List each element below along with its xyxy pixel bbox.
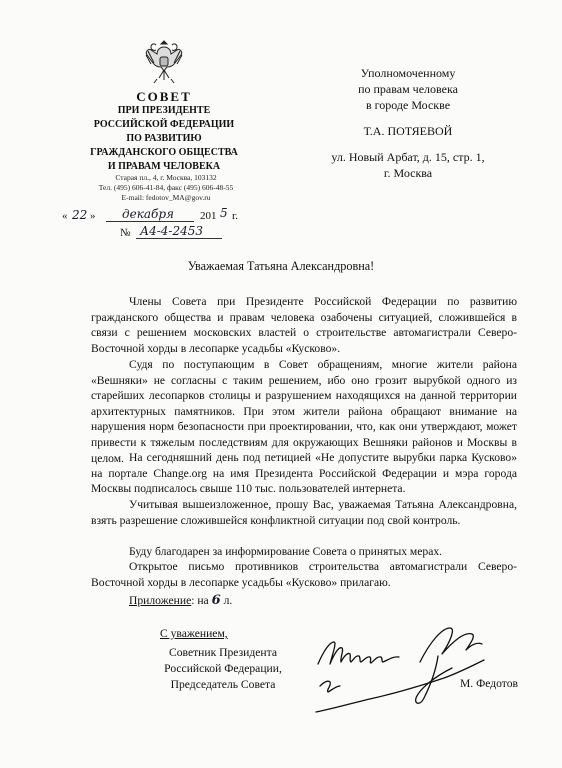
- appendix-label: Приложение: [129, 594, 192, 607]
- org-line: ГРАЖДАНСКОГО ОБЩЕСТВА: [90, 147, 238, 158]
- addressee-name: Т.А. ПОТЯЕВОЙ: [363, 124, 453, 138]
- body-paragraph: Открытое письмо противников строительства автомагистрали Северо-Восточной хорды в лесопарке усадьбы «Кусково» прилагаю.: [91, 560, 517, 589]
- registration-number: [120, 224, 230, 245]
- addressee-line: Уполномоченному: [360, 66, 456, 80]
- appendix-unit: л.: [223, 594, 233, 607]
- date-month: декабря: [122, 207, 174, 221]
- addressee-line: в городе Москве: [365, 98, 451, 112]
- body-paragraph: Буду благодарен за информирование Совета о принятых мерах.: [129, 545, 443, 558]
- letter-date: « 22 » декабря 201 5 г.: [62, 206, 239, 222]
- body-paragraph: На сегодняшний день под петицией «Не допустите вырубки парка Кусково» на портале Change.org на имя Президента Российской Федерации и мэра города Москвы подписалось свыше 110 тыс. пользователей интернета.: [91, 451, 517, 496]
- org-line: И ПРАВАМ ЧЕЛОВЕКА: [107, 161, 221, 172]
- date-day: 22: [72, 208, 88, 222]
- signer-name: М. Федотов: [460, 677, 518, 690]
- reg-number: А4-4-2453: [140, 224, 204, 238]
- coat-of-arms-emblem: [142, 37, 186, 85]
- org-line: РОССИЙСКОЙ ФЕДЕРАЦИИ: [93, 119, 235, 130]
- body-paragraph: Судя по поступающим в Совет обращениям, многие жители района «Вешняки» не согласны с таким решением, ибо оно грозит вырубкой одного из старейших лесопарков столицы и разрушением находящихся на данной территории архитектурных памятников. При этом жители района обращают внимание на нарушения норм безопасности при проектировании, что, как они утверждают, может привести к тяжелым последствиям для окружающих Вешняки районов и Москвы в целом.: [91, 358, 517, 465]
- appendix-text: : на: [191, 594, 209, 607]
- date-year-prefix: 201: [200, 210, 217, 222]
- addressee-line: по правам человека: [358, 82, 458, 96]
- org-title: СОВЕТ: [136, 89, 192, 104]
- org-contacts: [82, 173, 250, 203]
- position-line: Российской Федерации,: [164, 662, 282, 675]
- position-line: Советник Президента: [169, 646, 277, 659]
- appendix-count: 6: [211, 593, 221, 608]
- org-phone: Тел. (495) 606-41-84, факс (495) 606-48-55: [98, 183, 234, 192]
- org-email: E-mail: fedotov_MA@gov.ru: [121, 193, 211, 202]
- org-address: Старая пл., 4, г. Москва, 103132: [115, 173, 217, 182]
- salutation: Уважаемая Татьяна Александровна!: [187, 259, 375, 273]
- date-year-unit: г.: [232, 210, 239, 222]
- org-line: ПО РАЗВИТИЮ: [126, 133, 202, 144]
- position-line: Председатель Совета: [170, 678, 276, 691]
- addressee-city: г. Москва: [383, 166, 433, 180]
- body-paragraph: Учитывая вышеизложенное, прошу Вас, уважаемая Татьяна Александровна, взять разрешение сложившейся конфликтной ситуации под свой контроль.: [91, 498, 517, 527]
- closing-respect: С уважением,: [160, 627, 228, 640]
- appendix-line: [129, 593, 232, 608]
- addressee-street: ул. Новый Арбат, д. 15, стр. 1,: [331, 150, 485, 164]
- org-line: ПРИ ПРЕЗИДЕНТЕ: [117, 105, 211, 116]
- date-year-suffix: 5: [220, 206, 228, 220]
- handwritten-signature: [310, 612, 500, 732]
- organization-name: [70, 90, 258, 174]
- signer-position: [138, 645, 308, 693]
- body-paragraph: Члены Совета при Президенте Российской Федерации по развитию гражданского общества и правам человека озабочены ситуацией, сложившейся в связи с решением московских властей о строительстве автомагистрали Северо-Восточной хорды в лесопарке усадьбы «Кусково».: [91, 295, 517, 355]
- reg-prefix: №: [120, 227, 131, 239]
